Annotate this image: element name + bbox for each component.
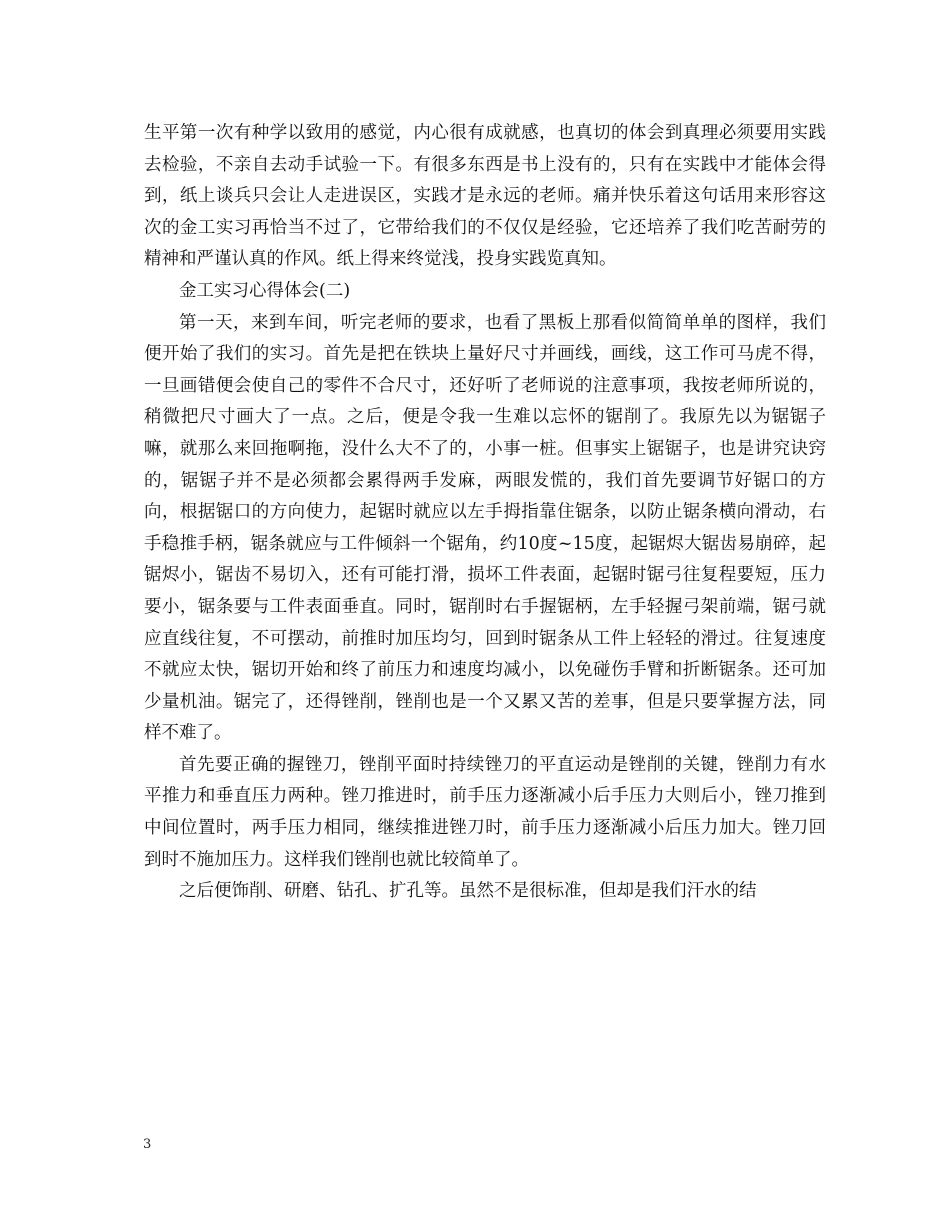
paragraph-first-day: 第一天，来到车间，听完老师的要求，也看了黑板上那看似简简单单的图样，我们便开始了我们的实习。首先是把在铁块上量好尺寸并画线，画线，这工作可马虎不得，一旦画错便会使自己的零件不合尺寸，还好听了老师说的注意事项，我按老师所说的，稍微把尺寸画大了一点。之后，便是令我一生难以忘怀的锯削了。我原先以为锯锯子嘛，就那么来回拖啊拖，没什么大不了的，小事一桩。但事实上锯锯子，也是讲究诀窍的，锯锯子并不是必须都会累得两手发麻，两眼发慌的，我们首先要调节好锯口的方向，根据锯口的方向使力，起锯时就应以左手拇指靠住锯条，以防止锯条横向滑动，右手稳推手柄，锯条就应与工件倾斜一个锯角，约10度~15度，起锯烬大锯齿易崩碎，起锯烬小，锯齿不易切入，还有可能打滑，损坏工件表面，起锯时锯弓往复程要短，压力要小，锯条要与工件表面垂直。同时，锯削时右手握锯柄，左手轻握弓架前端，锯弓就应直线往复，不可摆动，前推时加压均匀，回到时锯条从工件上轻轻的滑过。往复速度不就应太快，锯切开始和终了前压力和速度均减小，以免碰伤手臂和折断锯条。还可加少量机油。锯完了，还得锉削，锉削也是一个又累又苦的差事，但是只要掌握方法，同样不难了。 bbox=[144, 312, 826, 744]
paragraph-other-processes: 之后便饰削、研磨、钻孔、扩孔等。虽然不是很标准，但却是我们汗水的结 bbox=[179, 881, 757, 902]
paragraph-continuation: 生平第一次有种学以致用的感觉，内心很有成就感，也真切的体会到真理必须要用实践去检验，不亲自去动手试验一下。有很多东西是书上没有的，只有在实践中才能体会得到，纸上谈兵只会让人走进误区，实践才是永远的老师。痛并快乐着这句话用来形容这次的金工实习再恰当不过了，它带给我们的不仅仅是经验，它还培养了我们吃苦耐劳的精神和严谨认真的作风。纸上得来终觉浅，投身实践览真知。 bbox=[144, 123, 826, 270]
paragraph-file-technique: 首先要正确的握锉刀，锉削平面时持续锉刀的平直运动是锉削的关键，锉削力有水平推力和垂直压力两种。锉刀推进时，前手压力逐渐减小后手压力大则后小，锉刀推到中间位置时，两手压力相同，继续推进锉刀时，前手压力逐渐减小后压力加大。锉刀回到时不施加压力。这样我们锉削也就比较简单了。 bbox=[144, 754, 826, 870]
document-body bbox=[144, 118, 826, 908]
section-heading: 金工实习心得体会(二) bbox=[179, 280, 351, 301]
page-number: 3 bbox=[143, 1137, 152, 1152]
